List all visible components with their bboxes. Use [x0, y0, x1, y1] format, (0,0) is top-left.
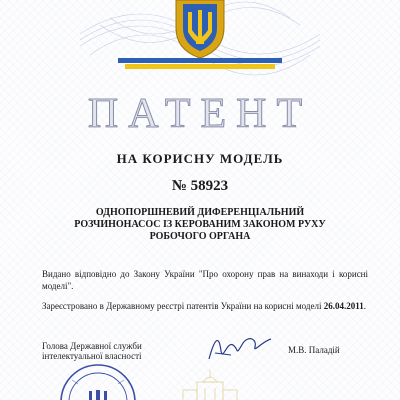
patent-number: № 58923 — [171, 178, 229, 194]
signatory-name: М.В. Паладій — [288, 345, 340, 355]
building-watermark — [175, 368, 245, 400]
document-subtitle: НА КОРИСНУ МОДЕЛЬ — [116, 151, 284, 166]
registration-paragraph: Зареєстровано в Державному реєстрі патентів України на корисні моделі 26.04.2011. — [42, 301, 366, 311]
flag-stripe-blue — [118, 58, 282, 63]
signatory-title-line: інтелектуальної власності — [42, 351, 142, 361]
flag-stripe-yellow — [125, 64, 275, 69]
invention-title-line: ОДНОПОРШНЕВИЙ ДИФЕРЕНЦІАЛЬНИЙ — [95, 207, 305, 218]
official-seal-stamp — [58, 362, 138, 400]
signatory-title — [42, 341, 192, 361]
invention-title-line: РОЗЧИНОНАСОС ІЗ КЕРОВАНИМ ЗАКОНОМ РУХУ — [74, 219, 326, 230]
registration-date: 26.04.2011 — [323, 301, 364, 311]
invention-title-line: РОБОЧОГО ОРГАНА — [149, 231, 251, 242]
invention-title — [60, 207, 340, 243]
coat-of-arms-icon — [168, 0, 232, 58]
registration-text: Зареєстровано в Державному реєстрі патентів України на корисні моделі — [42, 301, 322, 311]
document-title: ПАТЕНТ — [87, 91, 313, 137]
issued-paragraph: Видано відповідно до Закону України "Про охорону прав на винаходи і корисні моделі". — [42, 269, 368, 291]
handwritten-signature — [205, 331, 275, 365]
signatory-title-line: Голова Державної служби — [42, 341, 142, 351]
